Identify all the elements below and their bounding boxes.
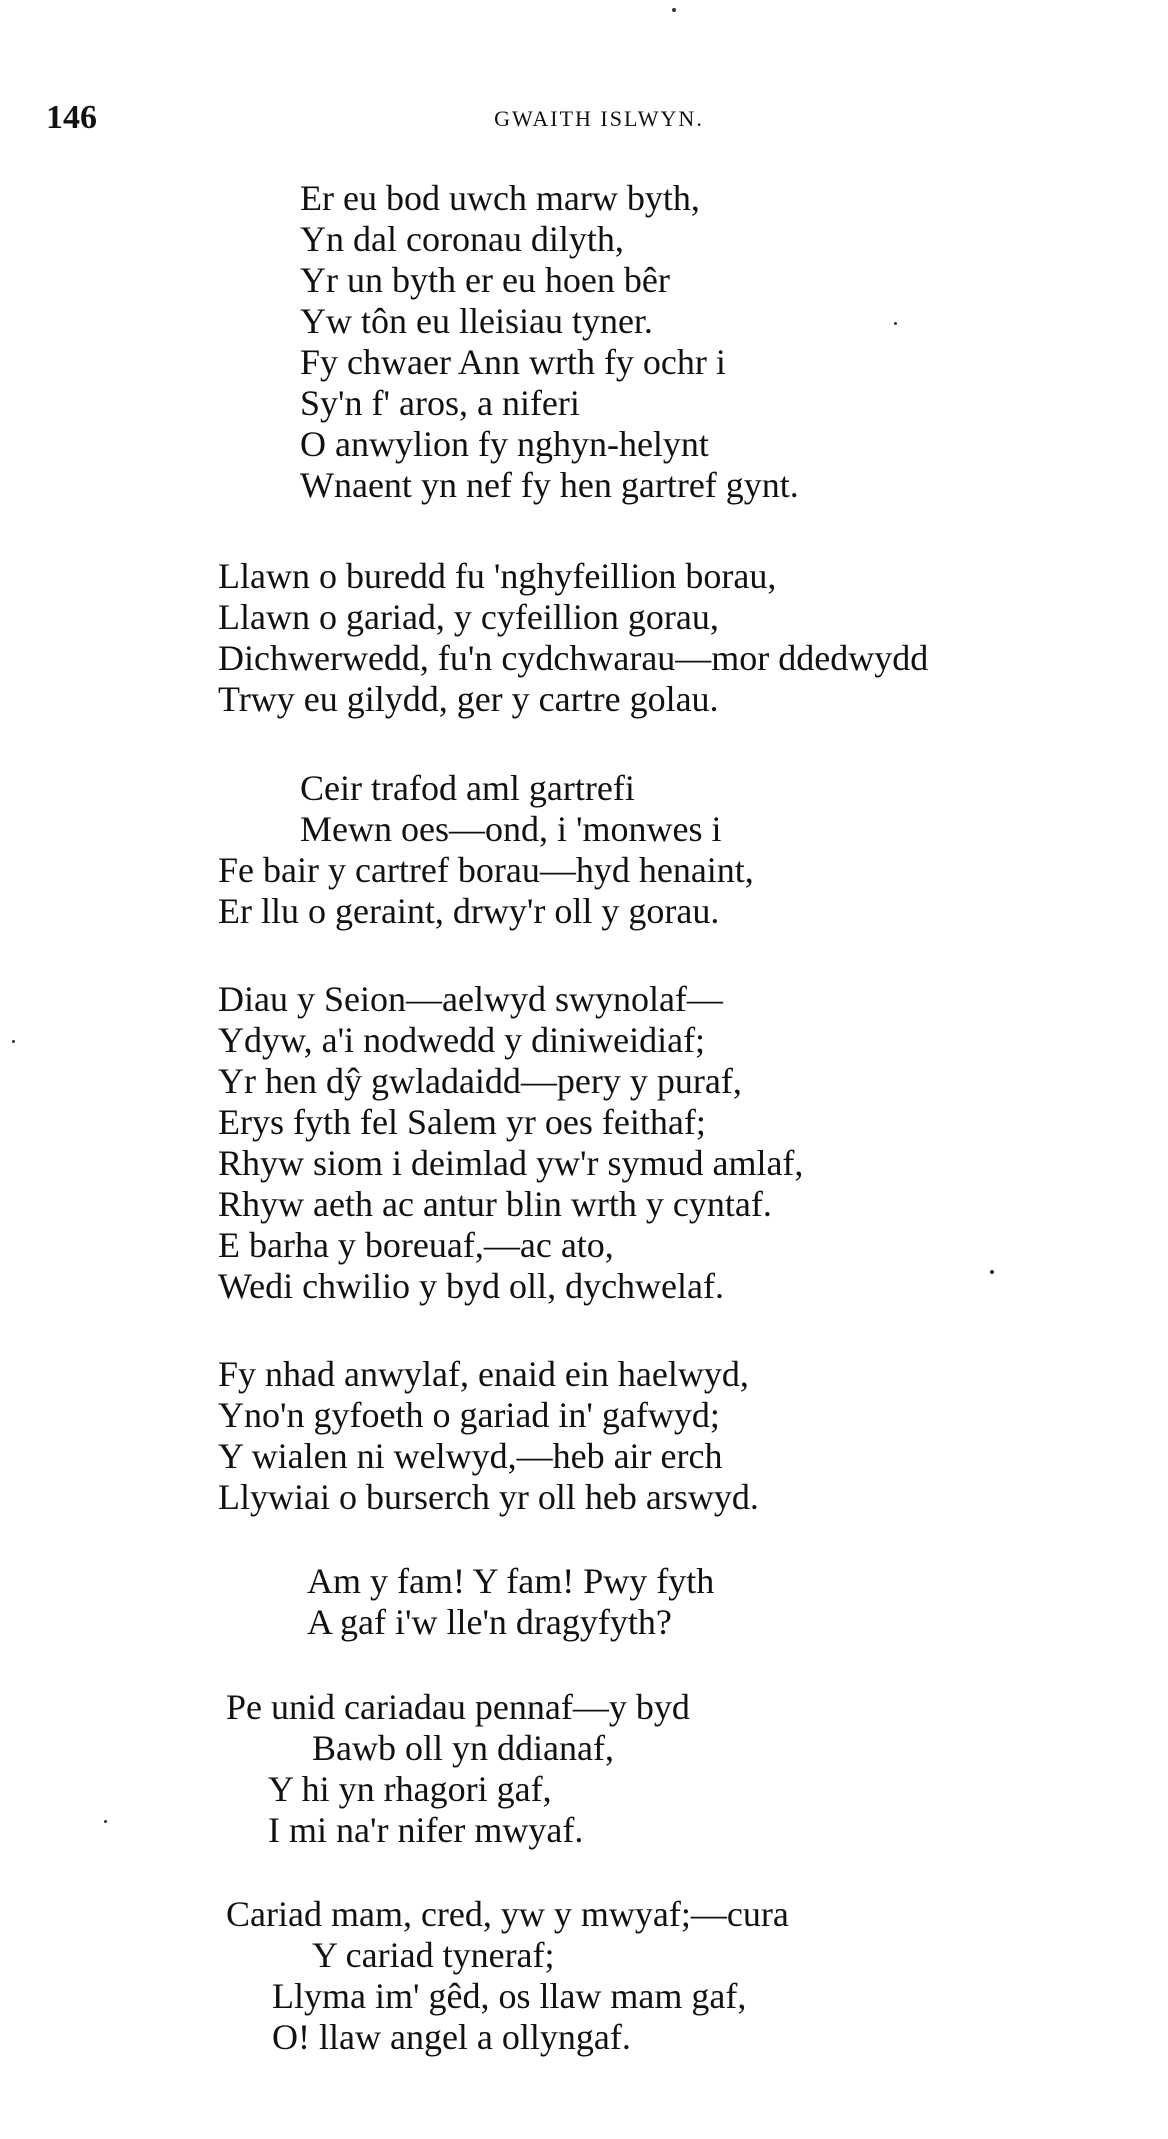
- verse-line: Y cariad tyneraf;: [312, 1935, 555, 1975]
- verse-line: Yr un byth er eu hoen bêr: [300, 260, 670, 300]
- verse-line: Bawb oll yn ddianaf,: [312, 1728, 614, 1768]
- verse-line: Am y fam! Y fam! Pwy fyth: [307, 1561, 715, 1601]
- verse-line: Ceir trafod aml gartrefi: [300, 768, 635, 808]
- verse-line: O anwylion fy nghyn-helynt: [300, 424, 709, 464]
- verse-line: Trwy eu gilydd, ger y cartre golau.: [218, 679, 719, 719]
- page-number: 146: [46, 99, 97, 136]
- verse-line: A gaf i'w lle'n dragyfyth?: [307, 1602, 672, 1642]
- running-title: GWAITH ISLWYN.: [494, 106, 704, 131]
- verse-line: Dichwerwedd, fu'n cydchwarau—mor ddedwydd: [218, 638, 929, 678]
- print-speck: [104, 1820, 107, 1823]
- verse-line: O! llaw angel a ollyngaf.: [272, 2017, 631, 2057]
- verse-line: Yn dal coronau dilyth,: [300, 219, 624, 259]
- verse-line: Y hi yn rhagori gaf,: [268, 1769, 552, 1809]
- verse-line: Llyma im' gêd, os llaw mam gaf,: [272, 1976, 747, 2016]
- verse-line: Fy chwaer Ann wrth fy ochr i: [300, 342, 726, 382]
- verse-line: Yr hen dŷ gwladaidd—pery y puraf,: [218, 1061, 742, 1101]
- verse-line: Wedi chwilio y byd oll, dychwelaf.: [218, 1266, 724, 1306]
- verse-line: Erys fyth fel Salem yr oes feithaf;: [218, 1102, 706, 1142]
- verse-line: Er llu o geraint, drwy'r oll y gorau.: [218, 891, 720, 931]
- print-speck: [672, 8, 676, 12]
- verse-line: Llawn o gariad, y cyfeillion gorau,: [218, 597, 719, 637]
- verse-line: Rhyw siom i deimlad yw'r symud amlaf,: [218, 1143, 804, 1183]
- verse-line: Ydyw, a'i nodwedd y diniweidiaf;: [218, 1020, 706, 1060]
- verse-line: Wnaent yn nef fy hen gartref gynt.: [300, 465, 799, 505]
- print-speck: [894, 322, 897, 325]
- verse-line: Cariad mam, cred, yw y mwyaf;—cura: [226, 1894, 789, 1934]
- verse-line: Diau y Seion—aelwyd swynolaf—: [218, 979, 723, 1019]
- verse-line: Y wialen ni welwyd,—heb air erch: [218, 1436, 723, 1476]
- print-speck: [990, 1270, 994, 1274]
- verse-line: I mi na'r nifer mwyaf.: [268, 1810, 584, 1850]
- verse-line: Sy'n f' aros, a niferi: [300, 383, 580, 423]
- verse-line: Mewn oes—ond, i 'monwes i: [300, 809, 722, 849]
- print-speck: [12, 1040, 15, 1043]
- verse-line: Fy nhad anwylaf, enaid ein haelwyd,: [218, 1354, 749, 1394]
- verse-line: Rhyw aeth ac antur blin wrth y cyntaf.: [218, 1184, 772, 1224]
- verse-line: E barha y boreuaf,—ac ato,: [218, 1225, 614, 1265]
- verse-line: Pe unid cariadau pennaf—y byd: [226, 1687, 690, 1727]
- verse-line: Fe bair y cartref borau—hyd henaint,: [218, 850, 754, 890]
- verse-line: Llywiai o burserch yr oll heb arswyd.: [218, 1477, 759, 1517]
- verse-line: Yno'n gyfoeth o gariad in' gafwyd;: [218, 1395, 720, 1435]
- verse-line: Er eu bod uwch marw byth,: [300, 178, 700, 218]
- verse-line: Yw tôn eu lleisiau tyner.: [300, 301, 653, 341]
- verse-line: Llawn o buredd fu 'nghyfeillion borau,: [218, 556, 777, 596]
